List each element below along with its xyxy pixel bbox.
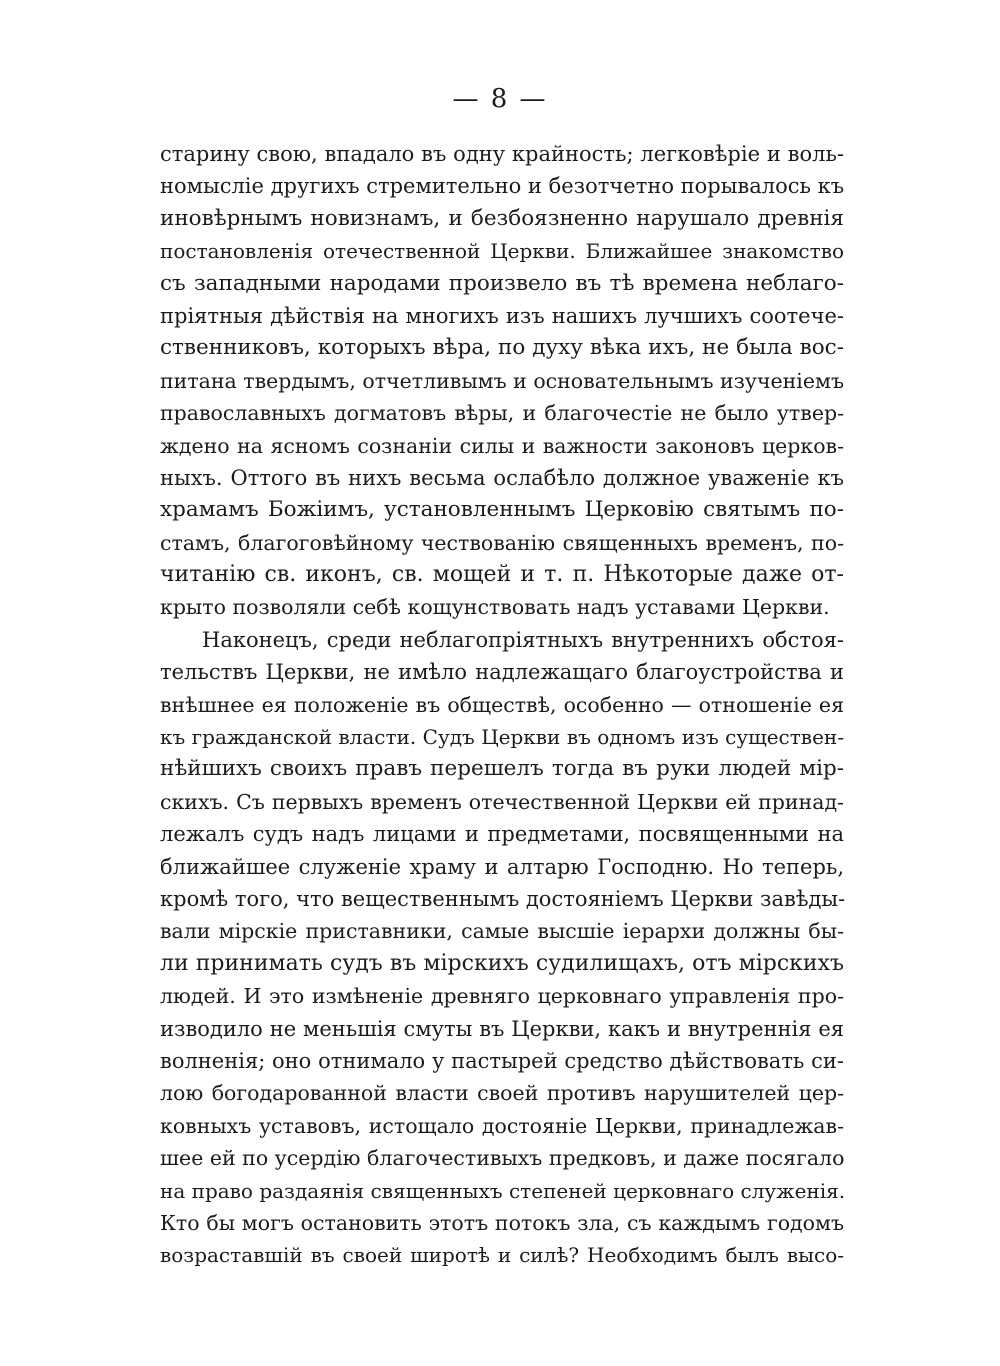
text-line: съ западными народами произвело въ тѣ времена неблаго- [160, 270, 844, 296]
text-line: старину свою, впадало въ одну крайность; легковѣріе и воль- [160, 142, 844, 166]
text-line: ныхъ. Оттого въ нихъ весьма ослабѣло должное уваженіе къ [160, 465, 844, 490]
text-line: тельствъ Церкви, не имѣло надлежащаго благоустройства и [160, 660, 844, 685]
text-line: кромѣ того, что вещественнымъ достояніемъ Церкви завѣды- [160, 886, 846, 911]
text-line: православныхъ догматовъ вѣры, и благочестіе не было утвер- [160, 401, 844, 426]
text-line: ближайшее служеніе храму и алтарю Господню. Но теперь, [160, 854, 844, 879]
page-number: — 8 — [452, 84, 548, 114]
text-line: ственниковъ, которыхъ вѣра, по духу вѣка ихъ, не была вос- [160, 335, 844, 361]
text-line: изводило не меньшія смуты въ Церкви, какъ и внутреннія ея [160, 1016, 844, 1041]
paragraph-2 [160, 624, 844, 1272]
text-line: ковныхъ уставовъ, истощало достояніе Церкви, принадлежав- [160, 1113, 844, 1138]
text-line: Кто бы могъ остановить этотъ потокъ зла, съ каждымъ годомъ [160, 1210, 844, 1235]
text-line: скихъ. Съ первыхъ временъ отечественной Церкви ей принад- [160, 789, 844, 814]
text-line: нѣйшихъ своихъ правъ перешелъ тогда въ руки людей мір- [160, 756, 844, 782]
text-line: пріятныя дѣйствія на многихъ изъ нашихъ лучшихъ соотече- [160, 303, 844, 328]
text-line: постановленія отечественной Церкви. Ближайшее знакомство [160, 239, 844, 264]
text-line: номысліе другихъ стремительно и безотчетно порывалось къ [160, 174, 845, 199]
text-line: ли принимать судъ въ мірскихъ судилищахъ, отъ мірскихъ [160, 950, 844, 976]
text-line: людей. И это измѣненіе древняго церковнаго управленія про- [160, 984, 844, 1009]
body-text [160, 138, 844, 1272]
text-line: ждено на ясномъ сознаніи силы и важности законовъ церков- [160, 433, 844, 458]
text-line: на право раздаянія священныхъ степеней церковнаго служенія. [160, 1178, 846, 1203]
text-line: къ гражданской власти. Судъ Церкви въ одномъ изъ существен- [160, 725, 844, 750]
text-line: лою богодарованной власти своей противъ нарушителей цер- [160, 1081, 844, 1106]
text-line: храмамъ Божіимъ, установленнымъ Церковію святымъ по- [160, 497, 844, 523]
text-line: питана твердымъ, отчетливымъ и основательнымъ изученіемъ [160, 368, 844, 393]
text-line: вали мірскіе приставники, самые высшіе іерархи должны бы- [160, 919, 844, 944]
text-line: стамъ, благоговѣйному чествованію священныхъ временъ, по- [160, 530, 844, 555]
text-line: крыто позволяли себѣ кощунствовать надъ уставами Церкви. [160, 595, 830, 620]
text-line: иновѣрнымъ новизнамъ, и безбоязненно нарушало древнія [160, 205, 844, 231]
paragraph-1 [160, 138, 844, 624]
text-line: лежалъ судъ надъ лицами и предметами, посвященными на [160, 822, 844, 847]
text-line: читанію св. иконъ, св. мощей и т. п. Нѣкоторые даже от- [160, 562, 844, 588]
text-line: Наконецъ, среди неблагопріятныхъ внутреннихъ обстоя- [202, 627, 844, 652]
text-line: шее ей по усердію благочестивыхъ предковъ, и даже посягало [160, 1146, 845, 1171]
text-line: волненія; оно отнимало у пастырей средство дѣйствовать си- [160, 1048, 844, 1073]
text-line: возраставшій въ своей широтѣ и силѣ? Необходимъ былъ высо- [160, 1243, 844, 1268]
text-line: внѣшнее ея положеніе въ обществѣ, особенно — отношеніе ея [160, 692, 844, 717]
